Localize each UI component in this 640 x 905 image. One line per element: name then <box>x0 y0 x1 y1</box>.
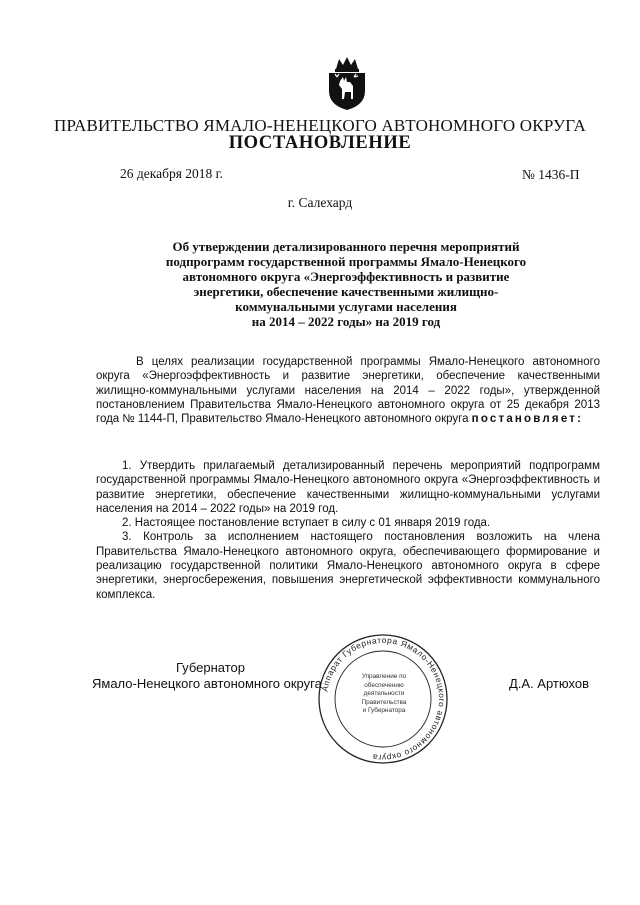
government-title: ПРАВИТЕЛЬСТВО ЯМАЛО-НЕНЕЦКОГО АВТОНОМНОГО ОКРУГА <box>54 116 586 135</box>
stamp-line: Правительства <box>361 698 407 706</box>
subject-line: на 2014 – 2022 годы» на 2019 год <box>251 314 441 329</box>
preamble-paragraph <box>96 355 600 426</box>
signatory-name: Д.А. Артюхов <box>509 676 589 691</box>
stamp-ring-text: Аппарат Губернатора Ямало-Ненецкого автономного округа <box>319 634 448 764</box>
subject-line: автономного округа «Энергоэффективность и развитие <box>182 269 510 284</box>
document-type: ПОСТАНОВЛЕНИЕ <box>228 133 412 153</box>
coat-of-arms-icon <box>323 55 371 111</box>
document-date: 26 декабря 2018 г. <box>120 166 224 181</box>
signatory-position: Губернатор <box>176 660 245 675</box>
stamp-line: деятельности <box>363 690 405 698</box>
stamp-line: Управление по <box>361 673 407 680</box>
subject-line: Об утверждении детализированного перечня мероприятий <box>172 239 520 254</box>
document-city: г. Салехард <box>287 195 353 210</box>
subject-line: коммунальными услугами населения <box>235 299 457 314</box>
subject-line: энергетики, обеспечение качественными жилищно- <box>193 284 499 299</box>
resolution-item: 3. Контроль за исполнением настоящего постановления возложить на члена Правительства Ямало-Ненецкого автономного округа, обеспечивающего формирование и реализацию государственной политики Ямало-Ненецкого автономного округа в сфере энергетики, энергосбережения, повышения энергетической эффективности коммунального комплекса. <box>96 531 600 601</box>
signatory-region: Ямало-Ненецкого автономного округа <box>92 676 322 691</box>
preamble-text: В целях реализации государственной программы Ямало-Ненецкого автономного округа «Энергоэффективность и развитие энергетики, обеспечение качественными жилищно-коммунальными услугами населения на 2014 – 2022 годы», утвержденной постановлением Правительства Ямало-Ненецкого автономного округа от 25 декабря 2013 года № 1144-П, Правительство Ямало-Ненецкого автономного округа <box>96 356 600 426</box>
stamp-line: и Губернатора <box>362 707 406 715</box>
document-subject <box>140 239 552 329</box>
resolution-item: 1. Утвердить прилагаемый детализированный перечень мероприятий подпрограмм государственной программы Ямало-Ненецкого автономного округа «Энергоэффективность и развитие энергетики, обеспечение качественными жилищно-коммунальными услугами населения на 2014 – 2022 годы» на 2019 год. <box>96 460 600 515</box>
resolution-items <box>96 459 600 602</box>
preamble-verb: постановляет: <box>471 413 584 426</box>
subject-line: подпрограмм государственной программы Ямало-Ненецкого <box>165 254 527 269</box>
stamp-line: обеспечению <box>364 681 404 689</box>
resolution-item: 2. Настоящее постановление вступает в силу с 01 января 2019 года. <box>122 517 491 530</box>
document-number: № 1436-П <box>522 167 580 182</box>
stamp-inner-text <box>346 673 422 716</box>
